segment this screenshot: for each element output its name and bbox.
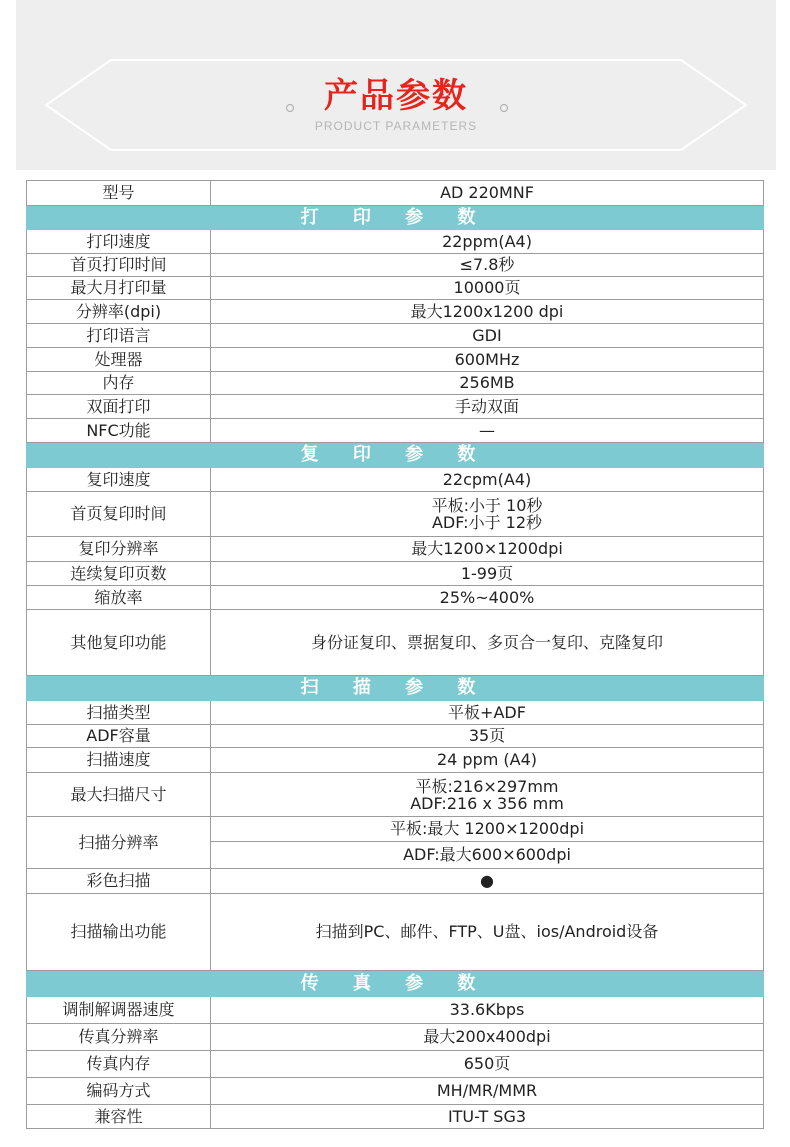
page-subtitle: PRODUCT PARAMETERS (314, 119, 478, 133)
table-row (27, 372, 764, 395)
spec-label: 扫描分辨率 (27, 817, 211, 869)
spec-label: 编码方式 (27, 1078, 211, 1105)
section-title: 打 印 参 数 (27, 206, 764, 230)
spec-value: 最大200x400dpi (211, 1024, 764, 1051)
spec-label: 双面打印 (27, 395, 211, 419)
spec-value-line: ADF:小于 12秒 (431, 513, 543, 532)
table-row (27, 869, 764, 894)
table-row (27, 610, 764, 676)
section-title: 传 真 参 数 (27, 971, 764, 997)
spec-label: 兼容性 (27, 1105, 211, 1129)
spec-label: 扫描类型 (27, 701, 211, 725)
spec-label: 扫描速度 (27, 748, 211, 773)
spec-value (211, 773, 764, 817)
section-header-copy (27, 443, 764, 468)
table-row (27, 1078, 764, 1105)
spec-value: 1-99页 (211, 562, 764, 586)
header-banner (16, 0, 776, 170)
table-row (27, 1105, 764, 1129)
spec-label: 复印分辨率 (27, 537, 211, 562)
spec-table (26, 180, 764, 1129)
table-row (27, 997, 764, 1024)
spec-label: 型号 (27, 181, 211, 206)
section-header-scan (27, 676, 764, 701)
spec-label: 其他复印功能 (27, 610, 211, 676)
table-row (27, 492, 764, 537)
spec-label: NFC功能 (27, 419, 211, 443)
spec-label: 传真内存 (27, 1051, 211, 1078)
spec-value: AD 220MNF (211, 181, 764, 206)
spec-label: 缩放率 (27, 586, 211, 610)
spec-value-line: 平板:小于 10秒 (431, 496, 543, 515)
table-row (27, 230, 764, 254)
table-row (27, 277, 764, 300)
spec-value-line: ADF:216 x 356 mm (410, 793, 564, 813)
table-row (27, 1024, 764, 1051)
table-row (27, 348, 764, 372)
spec-value: 600MHz (211, 348, 764, 372)
spec-label: 处理器 (27, 348, 211, 372)
table-row (27, 181, 764, 206)
spec-value: 650页 (211, 1051, 764, 1078)
spec-value: 最大1200×1200dpi (211, 537, 764, 562)
spec-value: 最大1200x1200 dpi (211, 300, 764, 324)
table-row (27, 324, 764, 348)
table-row (27, 468, 764, 492)
table-row (27, 419, 764, 443)
table-row (27, 817, 764, 842)
table-row (27, 725, 764, 748)
spec-label: 连续复印页数 (27, 562, 211, 586)
spec-value: GDI (211, 324, 764, 348)
table-row (27, 395, 764, 419)
table-row (27, 773, 764, 817)
spec-value: MH/MR/MMR (211, 1078, 764, 1105)
spec-value: 平板:最大 1200×1200dpi (211, 817, 764, 842)
spec-value (211, 492, 764, 537)
spec-label: 扫描输出功能 (27, 894, 211, 971)
table-row (27, 586, 764, 610)
spec-value: 22cpm(A4) (211, 468, 764, 492)
page-title: 产品参数 (324, 76, 468, 116)
spec-value: 35页 (211, 725, 764, 748)
spec-value: 平板+ADF (211, 701, 764, 725)
table-row (27, 562, 764, 586)
spec-value: 24 ppm (A4) (211, 748, 764, 773)
spec-label: 首页复印时间 (27, 492, 211, 537)
spec-value: 22ppm(A4) (211, 230, 764, 254)
spec-label: 最大扫描尺寸 (27, 773, 211, 817)
spec-label: 打印语言 (27, 324, 211, 348)
section-title: 扫 描 参 数 (27, 676, 764, 701)
table-row (27, 300, 764, 324)
spec-value-line: 平板:216×297mm (415, 776, 559, 796)
spec-value: 256MB (211, 372, 764, 395)
table-row (27, 254, 764, 277)
spec-value: — (211, 419, 764, 443)
spec-value: 身份证复印、票据复印、多页合一复印、克隆复印 (211, 610, 764, 676)
section-title: 复 印 参 数 (27, 443, 764, 468)
spec-value: 10000页 (211, 277, 764, 300)
spec-value: 手动双面 (211, 395, 764, 419)
table-row (27, 701, 764, 725)
spec-value: 扫描到PC、邮件、FTP、U盘、ios/Android设备 (211, 894, 764, 971)
spec-label: 调制解调器速度 (27, 997, 211, 1024)
spec-label: 最大月打印量 (27, 277, 211, 300)
spec-value: ITU-T SG3 (211, 1105, 764, 1129)
spec-label: 传真分辨率 (27, 1024, 211, 1051)
table-row (27, 537, 764, 562)
table-row (27, 748, 764, 773)
bullet-icon: ● (211, 869, 764, 894)
table-row (27, 1051, 764, 1078)
table-row (27, 894, 764, 971)
spec-label: ADF容量 (27, 725, 211, 748)
spec-value: 33.6Kbps (211, 997, 764, 1024)
section-header-print (27, 206, 764, 230)
spec-value: ADF:最大600×600dpi (211, 842, 764, 869)
spec-label: 打印速度 (27, 230, 211, 254)
spec-value: 25%~400% (211, 586, 764, 610)
spec-label: 彩色扫描 (27, 869, 211, 894)
spec-label: 首页打印时间 (27, 254, 211, 277)
spec-label: 内存 (27, 372, 211, 395)
spec-label: 分辨率(dpi) (27, 300, 211, 324)
spec-value: ≤7.8秒 (211, 254, 764, 277)
section-header-fax (27, 971, 764, 997)
spec-label: 复印速度 (27, 468, 211, 492)
